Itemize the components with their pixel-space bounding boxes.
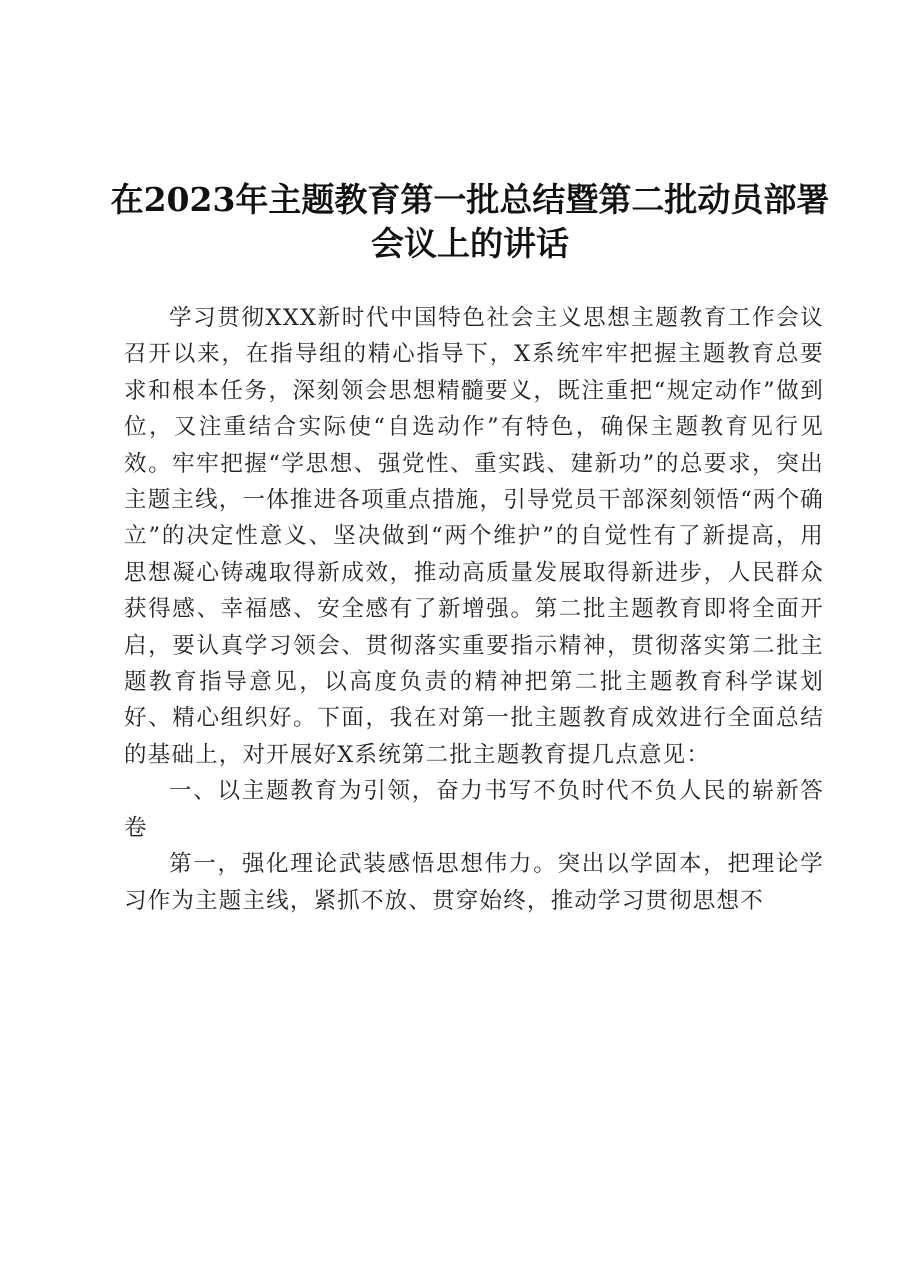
intro-paragraph: 学习贯彻XXX新时代中国特色社会主义思想主题教育工作会议召开以来，在指导组的精心指导下，X系统牢牢把握主题教育总要求和根本任务，深刻领会思想精髓要义，既注重把“规定动作”做到位，又注重结合实际使“自选动作”有特色，确保主题教育见行见效。牢牢把握“学思想、强党性、重实践、建新功”的总要求，突出主题主线，一体推进各项重点措施，引导党员干部深刻领悟“两个确立”的决定性意义、坚决做到“两个维护”的自觉性有了新提高，用思想凝心铸魂取得新成效，推动高质量发展取得新进步，人民群众获得感、幸福感、安全感有了新增强。第二批主题教育即将全面开启，要认真学习领会、贯彻落实重要指示精神，贯彻落实第二批主题教育指导意见，以高度负责的精神把第二批主题教育科学谋划好、精心组织好。下面，我在对第一批主题教育成效进行全面总结的基础上，对开展好X系统第二批主题教育提几点意见： [124,305,825,768]
document-title: 在2023年主题教育第一批总结暨第二批动员部署会议上的讲话 [110,180,830,263]
document-body [124,300,824,919]
section-heading-one: 一、以主题教育为引领，奋力书写不负时代不负人民的崭新答卷 [124,778,824,841]
point-one-paragraph: 第一，强化理论武装感悟思想伟力。突出以学固本，把理论学习作为主题主线，紧抓不放、贯穿始终，推动学习贯彻思想不 [124,851,824,914]
